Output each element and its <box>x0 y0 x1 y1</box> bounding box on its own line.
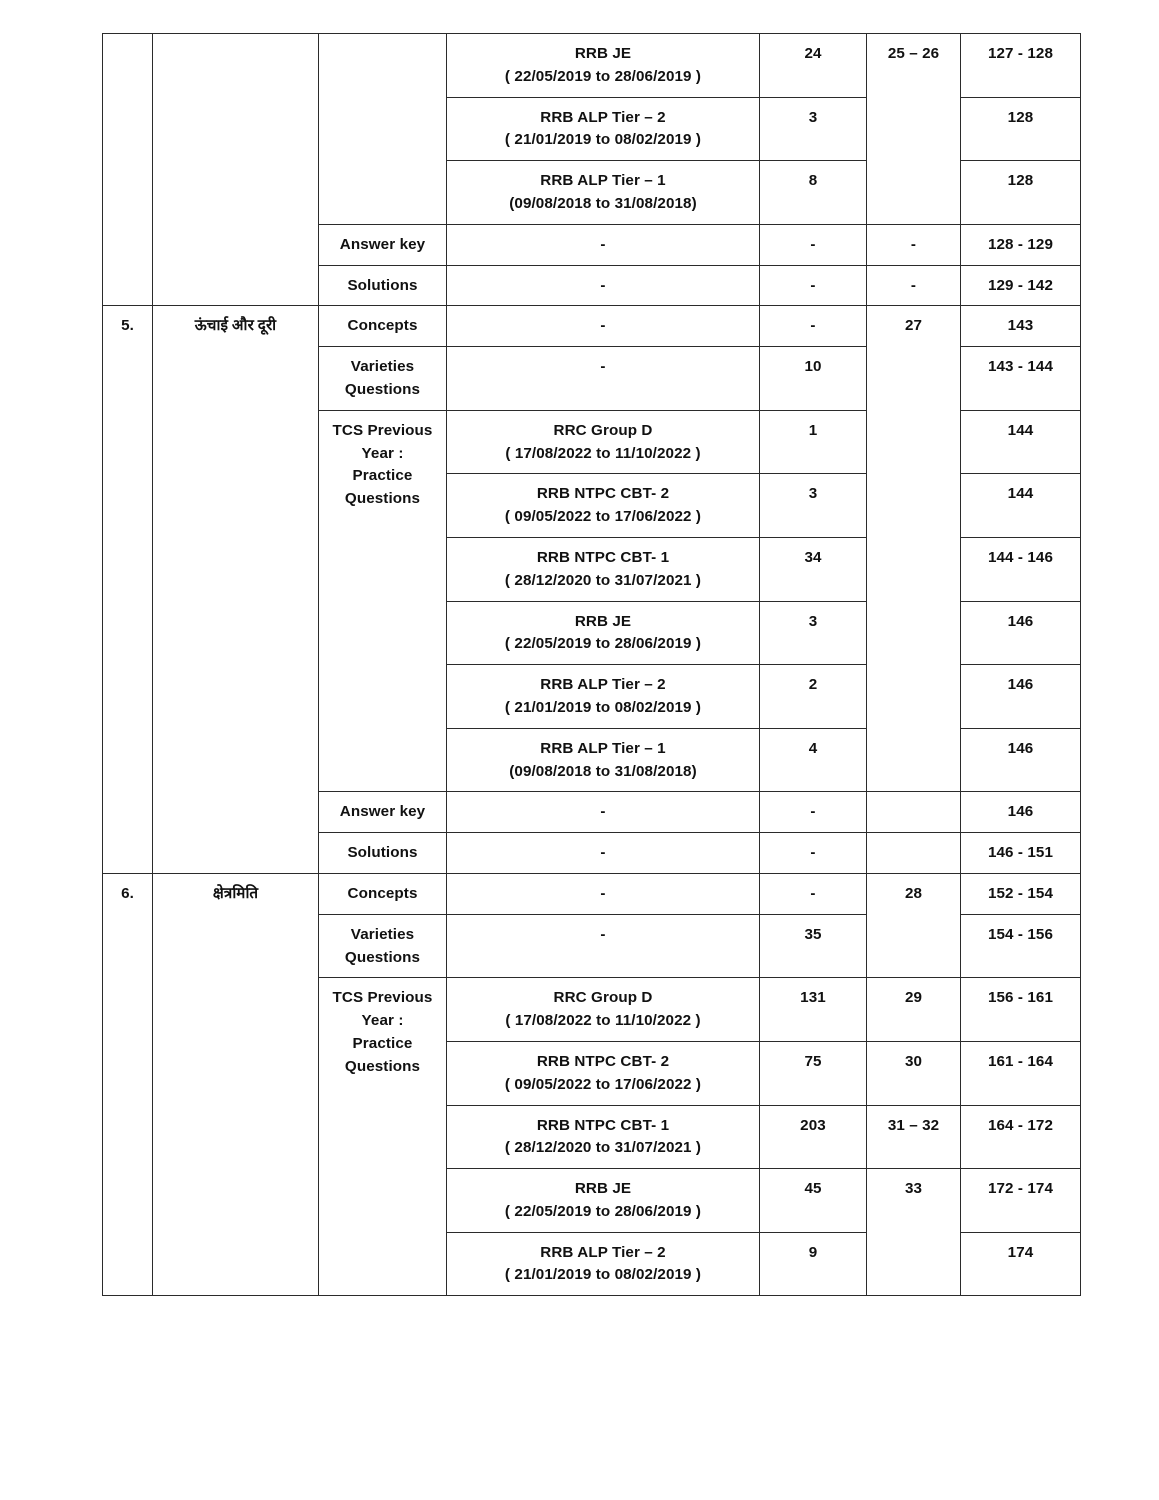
question-count: 3 <box>760 601 867 665</box>
question-count: 203 <box>760 1105 867 1169</box>
tcs-line2: Year : <box>361 1012 404 1030</box>
exam-cell <box>447 978 760 1042</box>
question-count: 4 <box>760 728 867 792</box>
row-type-label: Answer key <box>319 792 447 833</box>
sheet-number: - <box>867 265 961 306</box>
sheet-number: 33 <box>867 1169 961 1296</box>
exam-name: RRC Group D <box>553 989 653 1007</box>
exam-cell <box>447 601 760 665</box>
row-type-label: Answer key <box>319 224 447 265</box>
question-count: 24 <box>760 34 867 98</box>
page-number: 146 <box>961 728 1081 792</box>
page-number: 127 - 128 <box>961 34 1081 98</box>
sheet-number-empty <box>867 833 961 874</box>
question-count: 2 <box>760 665 867 729</box>
question-count: - <box>760 224 867 265</box>
page-number: 144 <box>961 474 1081 538</box>
exam-name: RRB NTPC CBT- 1 <box>536 548 670 566</box>
exam-name: RRB NTPC CBT- 1 <box>536 1116 670 1134</box>
page-number: 172 - 174 <box>961 1169 1081 1233</box>
row-type-label: Concepts <box>319 306 447 347</box>
question-count: 8 <box>760 161 867 225</box>
exam-cell <box>447 97 760 161</box>
exam-cell: - <box>447 306 760 347</box>
serial-number-5: 5. <box>103 306 153 874</box>
page-number: 146 <box>961 601 1081 665</box>
row-type-label: Solutions <box>319 265 447 306</box>
exam-period: ( 28/12/2020 to 31/07/2021 ) <box>504 1139 702 1157</box>
sheet-number: 31 – 32 <box>867 1105 961 1169</box>
page-number: 174 <box>961 1232 1081 1296</box>
tcs-line4: Questions <box>344 1057 421 1075</box>
exam-cell: - <box>447 265 760 306</box>
exam-period: ( 09/05/2022 to 17/06/2022 ) <box>504 508 702 526</box>
sheet-number: - <box>867 224 961 265</box>
exam-cell: - <box>447 347 760 411</box>
page-number: 156 - 161 <box>961 978 1081 1042</box>
table-row <box>103 306 1081 347</box>
question-count: - <box>760 873 867 914</box>
question-count: - <box>760 306 867 347</box>
tcs-line3: Practice <box>352 1034 413 1052</box>
exam-cell <box>447 410 760 474</box>
row-type-label: Solutions <box>319 833 447 874</box>
question-count: 9 <box>760 1232 867 1296</box>
question-count: - <box>760 265 867 306</box>
exam-cell <box>447 537 760 601</box>
exam-period: ( 17/08/2022 to 11/10/2022 ) <box>505 444 701 462</box>
row-type-line1: Varieties <box>350 358 415 376</box>
exam-period: (09/08/2018 to 31/08/2018) <box>509 762 697 780</box>
exam-period: ( 22/05/2019 to 28/06/2019 ) <box>504 1202 702 1220</box>
exam-name: RRB JE <box>574 1180 632 1198</box>
exam-name: RRB JE <box>574 612 632 630</box>
exam-cell <box>447 161 760 225</box>
exam-cell <box>447 1232 760 1296</box>
question-count: 3 <box>760 97 867 161</box>
exam-cell <box>447 728 760 792</box>
page-number: 143 - 144 <box>961 347 1081 411</box>
exam-name: RRB ALP Tier – 2 <box>540 1243 666 1261</box>
exam-period: ( 28/12/2020 to 31/07/2021 ) <box>504 571 702 589</box>
exam-name: RRB NTPC CBT- 2 <box>536 1052 670 1070</box>
exam-name: RRB JE <box>574 45 632 62</box>
page-number: 146 <box>961 792 1081 833</box>
table-row <box>103 873 1081 914</box>
exam-cell <box>447 1105 760 1169</box>
question-count: 75 <box>760 1041 867 1105</box>
exam-period: ( 22/05/2019 to 28/06/2019 ) <box>504 67 702 85</box>
topic-name-5: ऊंचाई और दूरी <box>153 306 319 874</box>
question-count: - <box>760 833 867 874</box>
page-number: 144 - 146 <box>961 537 1081 601</box>
exam-period: ( 22/05/2019 to 28/06/2019 ) <box>504 635 702 653</box>
book-index-table <box>102 33 1081 1296</box>
question-count: - <box>760 792 867 833</box>
question-count: 35 <box>760 914 867 978</box>
sheet-number: 28 <box>867 873 961 977</box>
question-count: 45 <box>760 1169 867 1233</box>
exam-cell <box>447 1169 760 1233</box>
exam-period: (09/08/2018 to 31/08/2018) <box>509 194 697 212</box>
page-number: 146 <box>961 665 1081 729</box>
exam-cell: - <box>447 833 760 874</box>
tcs-line3: Practice <box>352 467 413 485</box>
page-number: 161 - 164 <box>961 1041 1081 1105</box>
exam-name: RRC Group D <box>553 421 653 439</box>
sheet-number-empty <box>867 792 961 833</box>
tcs-line4: Questions <box>344 490 421 508</box>
exam-name: RRB ALP Tier – 1 <box>540 172 666 190</box>
page-number: 128 <box>961 97 1081 161</box>
page-number: 146 - 151 <box>961 833 1081 874</box>
page-number: 129 - 142 <box>961 265 1081 306</box>
exam-name: RRB ALP Tier – 1 <box>540 739 666 757</box>
exam-cell: - <box>447 792 760 833</box>
page-number: 128 <box>961 161 1081 225</box>
sheet-number: 25 – 26 <box>867 34 961 225</box>
sheet-number: 27 <box>867 306 961 792</box>
page-number: 152 - 154 <box>961 873 1081 914</box>
tcs-line1: TCS Previous <box>332 421 433 439</box>
topic-cell-continued <box>153 34 319 306</box>
exam-period: ( 17/08/2022 to 11/10/2022 ) <box>505 1012 701 1030</box>
exam-period: ( 21/01/2019 to 08/02/2019 ) <box>504 131 702 149</box>
exam-period: ( 21/01/2019 to 08/02/2019 ) <box>504 1266 702 1284</box>
exam-name: RRB NTPC CBT- 2 <box>536 485 670 503</box>
exam-name: RRB ALP Tier – 2 <box>540 108 666 126</box>
question-count: 1 <box>760 410 867 474</box>
exam-cell <box>447 1041 760 1105</box>
question-count: 3 <box>760 474 867 538</box>
exam-cell: - <box>447 914 760 978</box>
question-count: 131 <box>760 978 867 1042</box>
exam-cell: - <box>447 873 760 914</box>
type-cell-continued <box>319 34 447 225</box>
row-type-line1: Varieties <box>350 925 415 943</box>
table-row <box>103 34 1081 98</box>
question-count: 10 <box>760 347 867 411</box>
tcs-line1: TCS Previous <box>332 989 433 1007</box>
row-type-label: Concepts <box>319 873 447 914</box>
serial-cell-continued <box>103 34 153 306</box>
row-type-label <box>319 347 447 411</box>
row-type-line2: Questions <box>344 380 421 398</box>
row-type-label <box>319 914 447 978</box>
page-number: 144 <box>961 410 1081 474</box>
sheet-number: 29 <box>867 978 961 1042</box>
row-type-line2: Questions <box>344 948 421 966</box>
exam-cell: - <box>447 224 760 265</box>
tcs-line2: Year : <box>361 444 404 462</box>
question-count: 34 <box>760 537 867 601</box>
page-number: 154 - 156 <box>961 914 1081 978</box>
serial-number-6: 6. <box>103 873 153 1295</box>
exam-name: RRB ALP Tier – 2 <box>540 676 666 694</box>
exam-cell <box>447 665 760 729</box>
page-number: 164 - 172 <box>961 1105 1081 1169</box>
topic-name-6: क्षेत्रमिति <box>153 873 319 1295</box>
exam-period: ( 21/01/2019 to 08/02/2019 ) <box>504 698 702 716</box>
tcs-previous-year-label <box>319 410 447 792</box>
exam-cell <box>447 34 760 98</box>
page-number: 128 - 129 <box>961 224 1081 265</box>
sheet-number: 30 <box>867 1041 961 1105</box>
tcs-previous-year-label <box>319 978 447 1296</box>
page-number: 143 <box>961 306 1081 347</box>
exam-period: ( 09/05/2022 to 17/06/2022 ) <box>504 1075 702 1093</box>
exam-cell <box>447 474 760 538</box>
